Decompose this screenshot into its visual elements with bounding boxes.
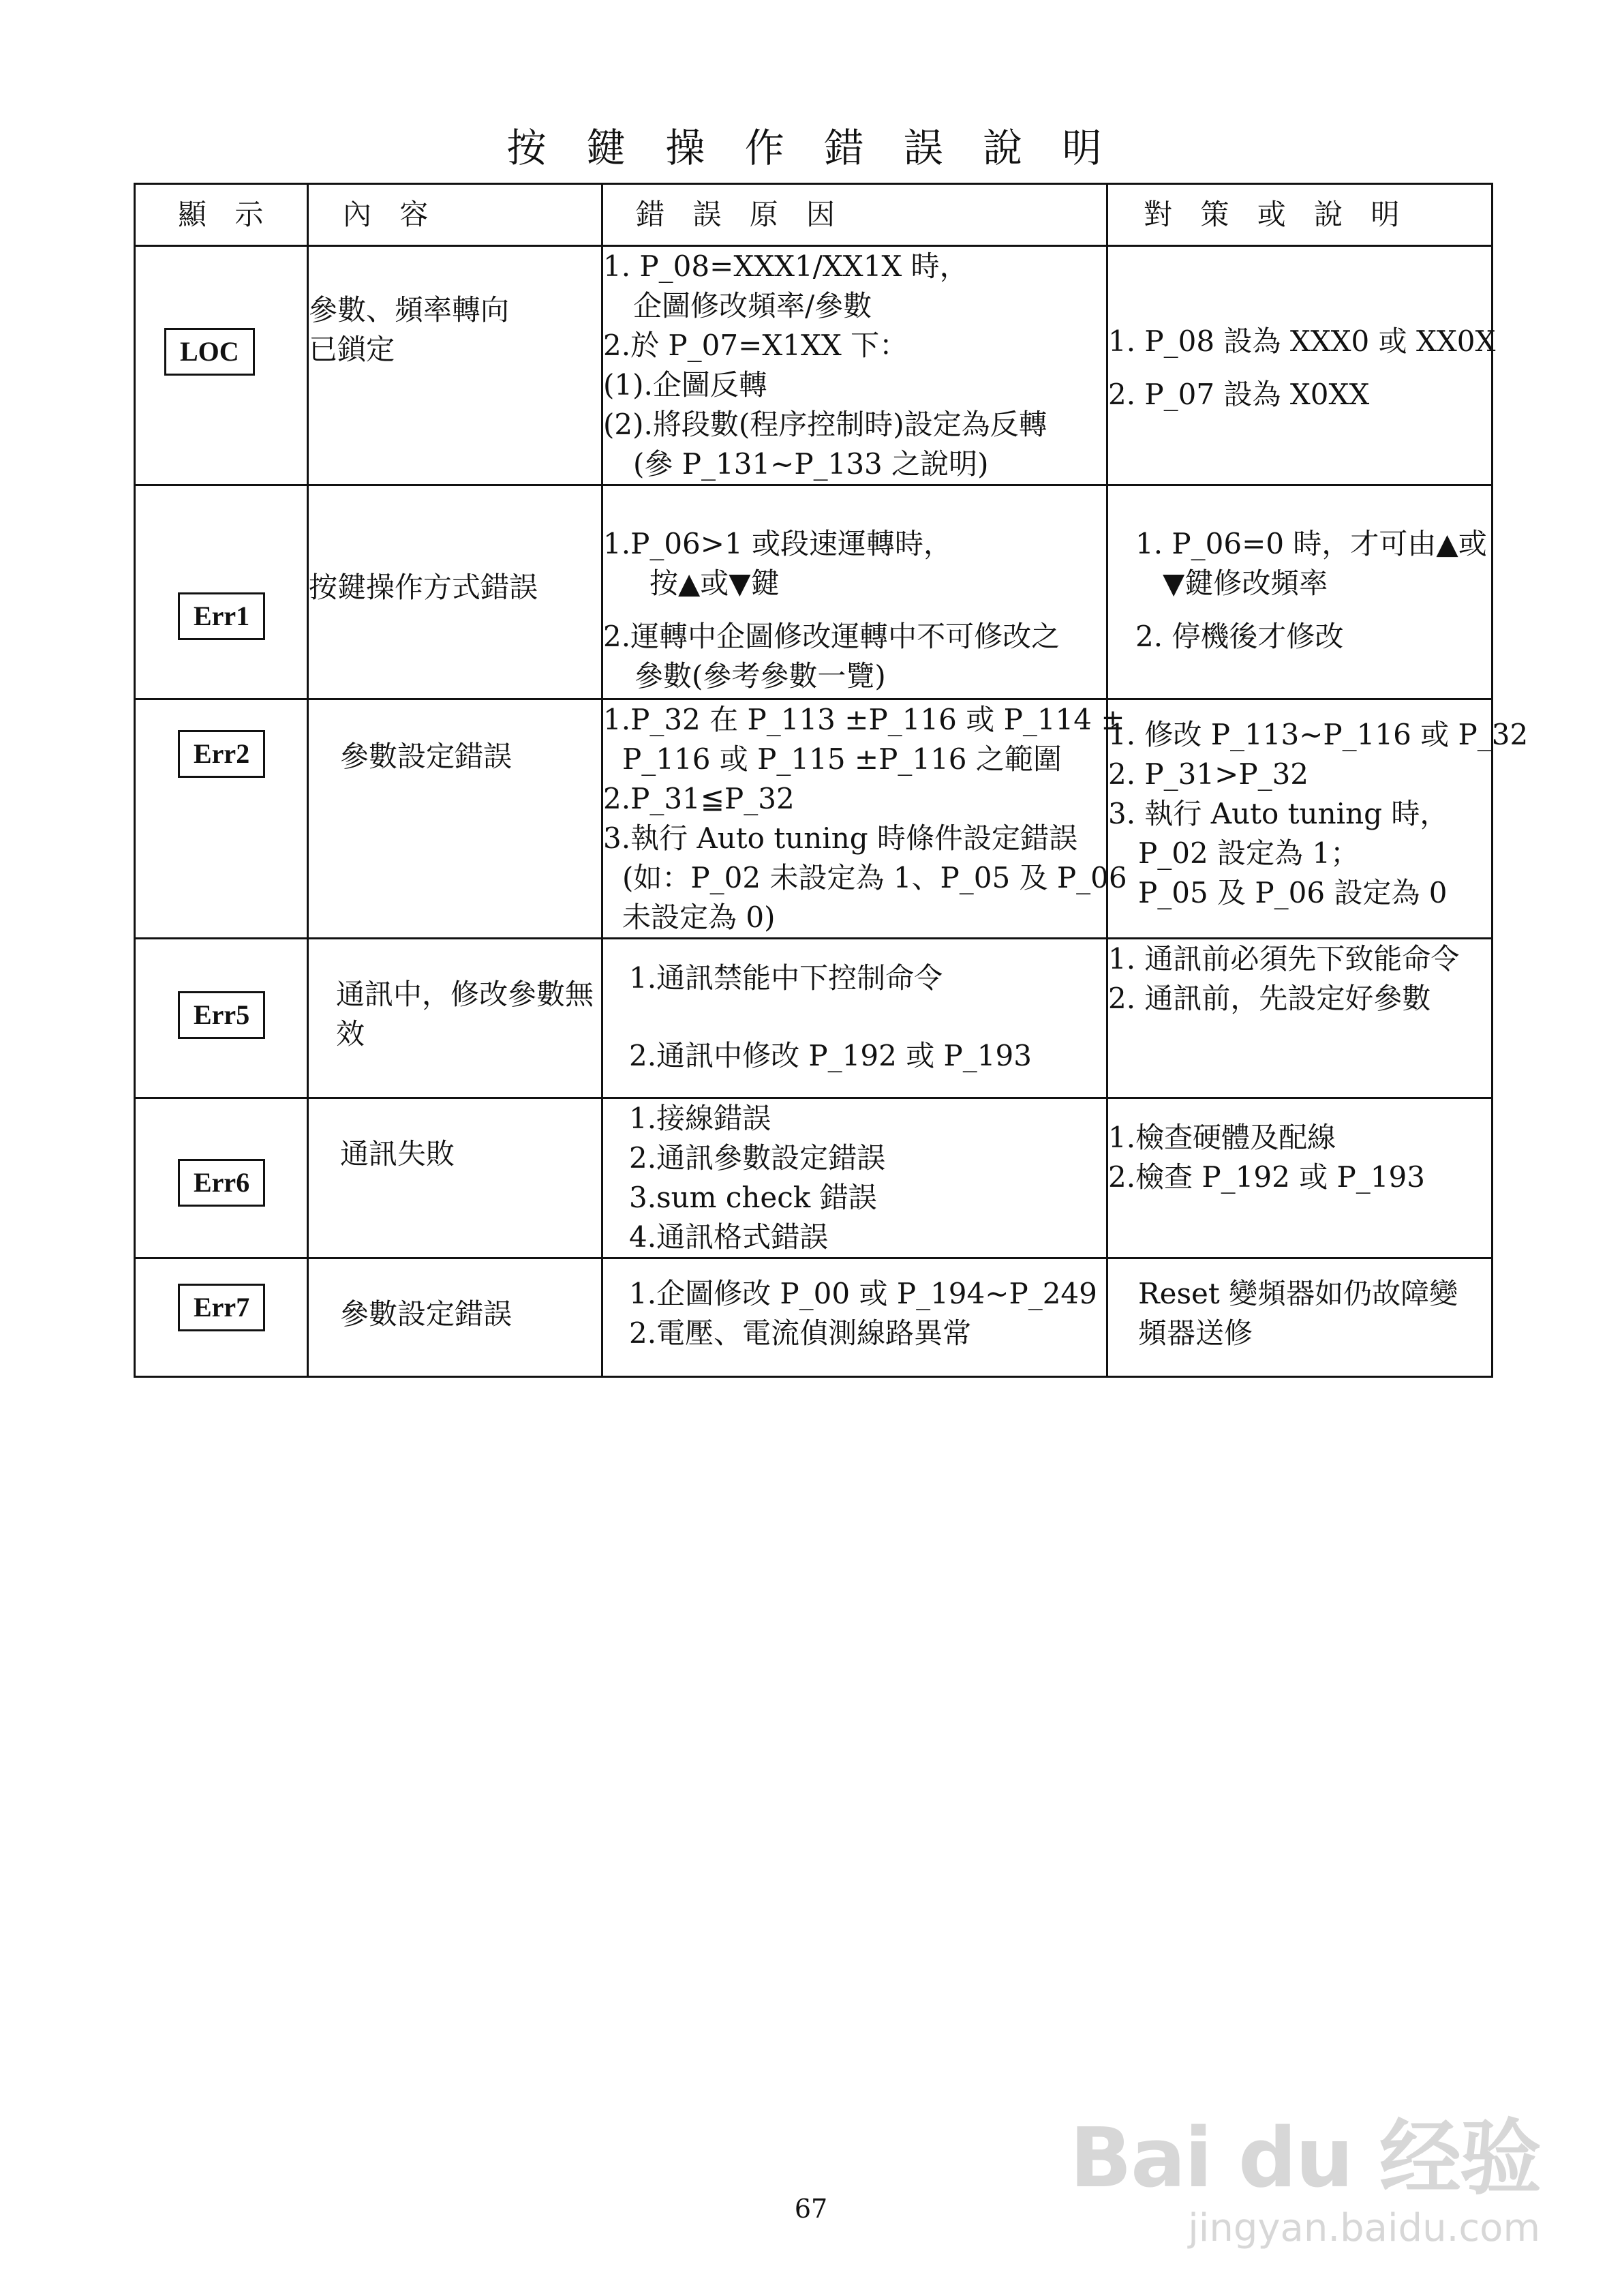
table-row	[135, 485, 1493, 699]
cause-cell: 1.接線錯誤 2.通訊參數設定錯誤 3.sum check 錯誤 4.通訊格式錯誤	[602, 1098, 1107, 1258]
baidu-watermark	[1070, 2093, 1540, 2250]
error-code-badge: Err5	[178, 991, 265, 1039]
remedy-cell: 1. P_06=0 時，才可由▲或 ▼鍵修改頻率 2. 停機後才修改	[1107, 485, 1493, 699]
error-code-badge: Err2	[178, 730, 265, 778]
code-cell	[135, 1098, 308, 1258]
error-table	[134, 183, 1529, 1378]
content-cell: 按鍵操作方式錯誤	[308, 485, 602, 699]
page-title: 按 鍵 操 作 錯 誤 說 明	[506, 125, 1116, 171]
error-code-badge: Err1	[178, 592, 265, 640]
table-row	[135, 699, 1493, 939]
remedy-cell: 1. 通訊前必須先下致能命令 2. 通訊前，先設定好參數	[1107, 939, 1493, 1098]
watermark-url: jingyan.baidu.com	[1188, 2206, 1540, 2250]
cause-cell: 1.P_06>1 或段速運轉時， 按▲或▼鍵 2.運轉中企圖修改運轉中不可修改之 參數(參考參數一覽)	[602, 485, 1107, 699]
header-display: 顯 示	[135, 184, 308, 246]
code-cell	[135, 699, 308, 939]
remedy-cell: 1. 修改 P_113~P_116 或 P_32 2. P_31>P_32 3. 執行 Auto tuning 時， P_02 設定為 1； P_05 及 P_06 設定為 0	[1107, 699, 1493, 939]
content-cell: 參數、頻率轉向 已鎖定	[308, 246, 602, 485]
error-code-badge: Err6	[178, 1159, 265, 1207]
remedy-cell: 1.檢查硬體及配線 2.檢查 P_192 或 P_193	[1107, 1098, 1493, 1258]
content-cell: 通訊中，修改參數無 效	[308, 939, 602, 1098]
code-cell	[135, 485, 308, 699]
table-row	[135, 1098, 1493, 1258]
cause-cell: 1.通訊禁能中下控制命令 2.通訊中修改 P_192 或 P_193	[602, 939, 1107, 1098]
code-cell	[135, 1258, 308, 1377]
content-cell: 通訊失敗	[308, 1098, 602, 1258]
cause-cell: 1.企圖修改 P_00 或 P_194~P_249 2.電壓、電流偵測線路異常	[602, 1258, 1107, 1377]
code-cell	[135, 246, 308, 485]
remedy-cell: 1. P_08 設為 XXX0 或 XX0X 2. P_07 設為 X0XX	[1107, 246, 1493, 485]
watermark-logo: Bai du 经验	[1069, 2111, 1540, 2206]
content-cell: 參數設定錯誤	[308, 699, 602, 939]
header-remedy: 對 策 或 說 明	[1107, 184, 1493, 246]
error-code-badge: Err7	[178, 1284, 265, 1331]
cause-cell: 1.P_32 在 P_113 ±P_116 或 P_114 ± P_116 或 P_115 ±P_116 之範圍 2.P_31≦P_32 3.執行 Auto tuning 時條件設定錯誤 (如：P_02 未設定為 1、P_05 及 P_06 未設定為 0)	[602, 699, 1107, 939]
content-cell: 參數設定錯誤	[308, 1258, 602, 1377]
remedy-cell: Reset 變頻器如仍故障變 頻器送修	[1107, 1258, 1493, 1377]
cause-cell: 1. P_08=XXX1/XX1X 時， 企圖修改頻率/參數 2.於 P_07=X1XX 下： (1).企圖反轉 (2).將段數(程序控制時)設定為反轉 (參 P_131~P_133 之說明)	[602, 246, 1107, 485]
table-row	[135, 1258, 1493, 1377]
error-code-badge: LOC	[164, 328, 255, 376]
page-number: 67	[794, 2194, 828, 2224]
table-row	[135, 939, 1493, 1098]
header-row	[135, 184, 1493, 246]
header-content: 內 容	[308, 184, 602, 246]
table-row	[135, 246, 1493, 485]
header-cause: 錯 誤 原 因	[602, 184, 1107, 246]
code-cell	[135, 939, 308, 1098]
